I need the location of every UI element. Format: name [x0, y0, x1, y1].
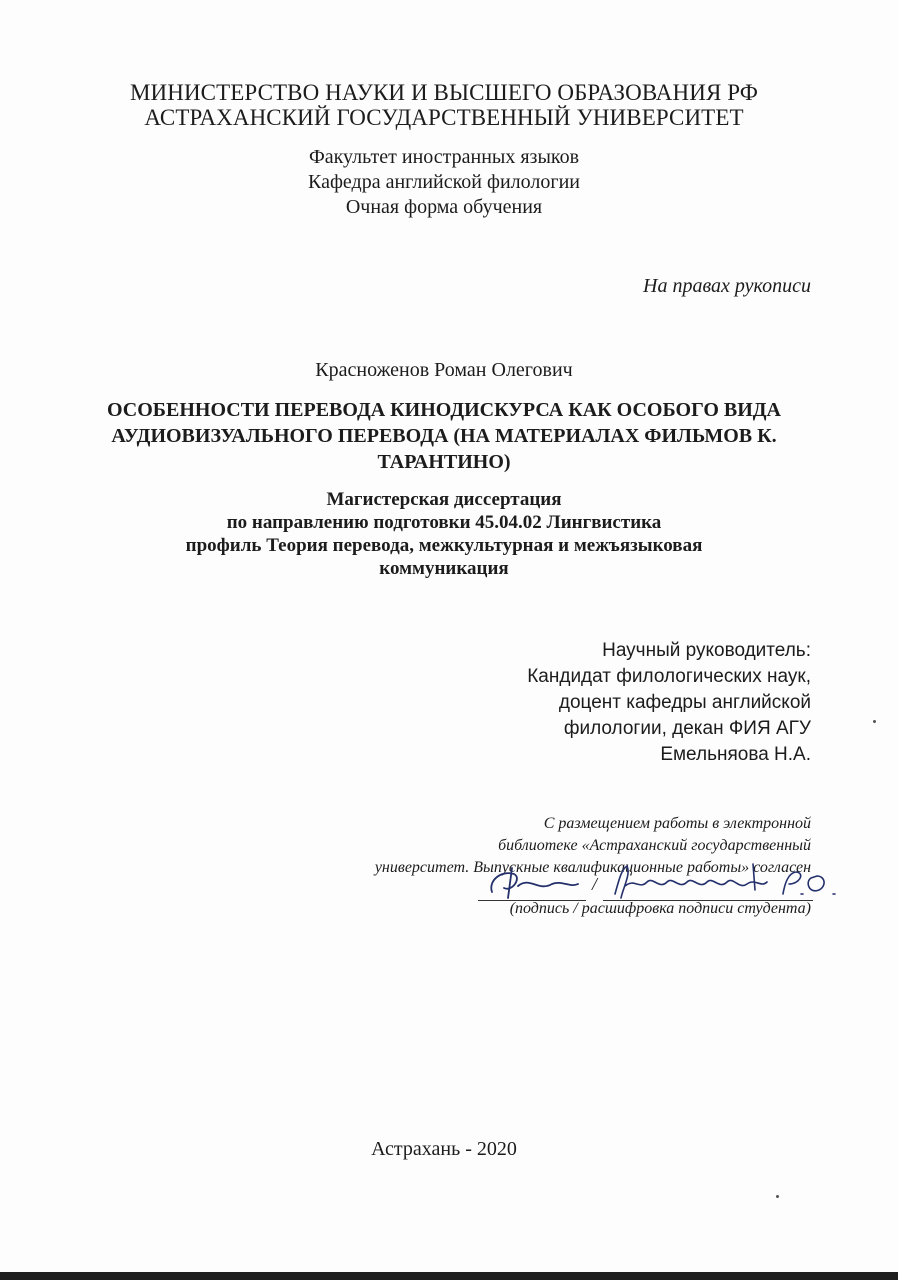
department-name: Кафедра английской филологии	[308, 171, 580, 193]
author-name: Красноженов Роман Олегович	[315, 359, 573, 381]
thesis-title: ОСОБЕННОСТИ ПЕРЕВОДА КИНОДИСКУРСА КАК ОСОБОГО ВИДА АУДИОВИЗУАЛЬНОГО ПЕРЕВОДА (НА МАТЕРИАЛАХ ФИЛЬМОВ К. ТАРАНТИНО)	[106, 399, 781, 473]
scan-speck	[776, 1195, 779, 1198]
consent-line-1: С размещением работы в электронной	[543, 815, 811, 832]
manuscript-note: На правах рукописи	[643, 275, 811, 297]
university-name: АСТРАХАНСКИЙ ГОСУДАРСТВЕННЫЙ УНИВЕРСИТЕТ	[144, 105, 744, 130]
study-form: Очная форма обучения	[345, 196, 543, 218]
scan-edge	[0, 1272, 898, 1280]
city-year: Астрахань - 2020	[371, 1138, 517, 1160]
advisor-degree: Кандидат филологических наук,	[527, 666, 811, 687]
thesis-profile-line-1: профиль Теория перевода, межкультурная и межъязыковая	[185, 535, 703, 556]
advisor-block	[391, 638, 811, 768]
advisor-position-line-2: филологии, декан ФИЯ АГУ	[563, 718, 811, 739]
consent-line-3: университет. Выпускные квалификационные работы» согласен	[374, 859, 811, 876]
thesis-type: Магистерская диссертация	[326, 489, 562, 510]
consent-line-2: библиотеке «Астраханский государственный	[498, 837, 811, 854]
faculty-name: Факультет иностранных языков	[308, 146, 580, 168]
signature-caption: (подпись / расшифровка подписи студента)	[509, 900, 811, 917]
thesis-direction: по направлению подготовки 45.04.02 Лингвистика	[226, 512, 662, 533]
advisor-label: Научный руководитель:	[602, 640, 811, 661]
advisor-position-line-1: доцент кафедры английской	[558, 692, 811, 713]
institution-header	[0, 80, 888, 130]
signature-separator: /	[592, 874, 598, 894]
handwritten-signature	[478, 862, 590, 902]
scan-speck	[873, 720, 876, 723]
thesis-info	[100, 488, 788, 580]
faculty-block	[0, 145, 888, 220]
advisor-name: Емельняова Н.А.	[660, 744, 811, 765]
ministry-name: МИНИСТЕРСТВО НАУКИ И ВЫСШЕГО ОБРАЗОВАНИЯ РФ	[129, 80, 759, 105]
thesis-profile-line-2: коммуникация	[379, 558, 509, 579]
